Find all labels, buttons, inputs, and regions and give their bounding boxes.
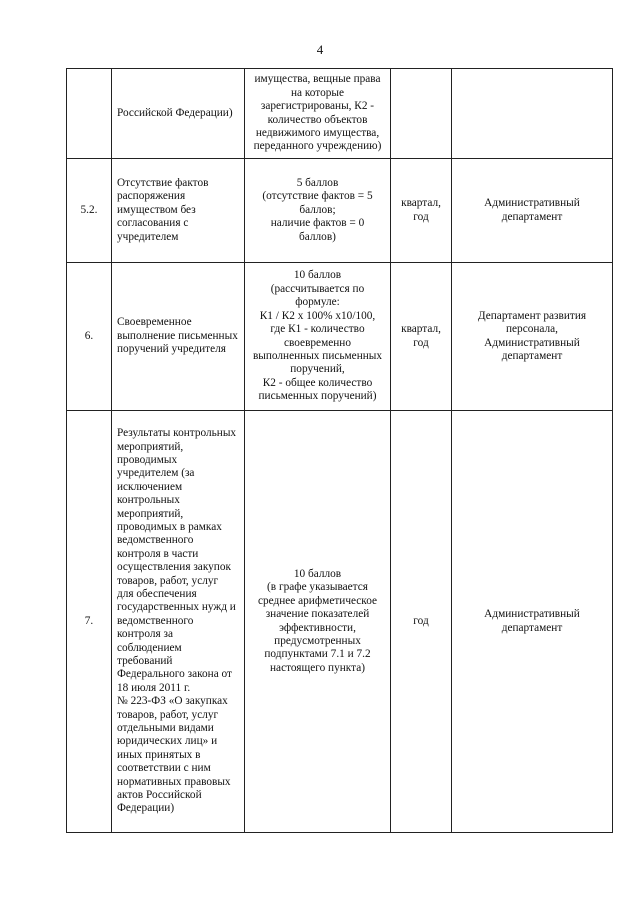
criteria-cell: 10 баллов (рассчитывается по формуле: К1 / К2 х 100% х10/100, где К1 - количество своевременно выполненных письменных поручений, К2 - общее количество письменных поручений) [245, 263, 391, 411]
indicator-name-cell: Отсутствие фактов распоряжения имуществом без согласования с учредителем [112, 159, 245, 263]
period-cell [391, 69, 452, 159]
indicator-name-cell: Результаты контрольных мероприятий, проводимых учредителем (за исключением контрольных мероприятий, проводимых в рамках ведомственного контроля в части осуществления закупок товаров, работ, услуг для обеспечения государственных нужд и ведомственного контроля за соблюдением требований Федерального закона от 18 июля 2011 г. № 223-ФЗ «О закупках товаров, работ, услуг отдельными видами юридических лиц» и иных принятых в соответствии с ним нормативных правовых актов Российской Федерации) [112, 411, 245, 833]
criteria-cell: 5 баллов (отсутствие фактов = 5 баллов; наличие фактов = 0 баллов) [245, 159, 391, 263]
department-cell: Административный департамент [452, 411, 613, 833]
criteria-cell: имущества, вещные права на которые зарегистрированы, К2 - количество объектов недвижимого имущества, переданного учреждению) [245, 69, 391, 159]
department-cell: Департамент развития персонала, Административный департамент [452, 263, 613, 411]
period-cell: квартал, год [391, 263, 452, 411]
period-cell: квартал, год [391, 159, 452, 263]
row-number-cell: 6. [67, 263, 112, 411]
table-row [67, 69, 613, 159]
table-row [67, 263, 613, 411]
department-cell: Административный департамент [452, 159, 613, 263]
indicator-name-cell: Российской Федерации) [112, 69, 245, 159]
table-row [67, 159, 613, 263]
row-number-cell [67, 69, 112, 159]
table-row [67, 411, 613, 833]
period-cell: год [391, 411, 452, 833]
criteria-table [66, 68, 613, 833]
indicator-name-cell: Своевременное выполнение письменных поручений учредителя [112, 263, 245, 411]
row-number-cell: 7. [67, 411, 112, 833]
page-number: 4 [316, 42, 324, 57]
department-cell [452, 69, 613, 159]
row-number-cell: 5.2. [67, 159, 112, 263]
criteria-cell: 10 баллов (в графе указывается среднее арифметическое значение показателей эффективности, предусмотренных подпунктами 7.1 и 7.2 настоящего пункта) [245, 411, 391, 833]
